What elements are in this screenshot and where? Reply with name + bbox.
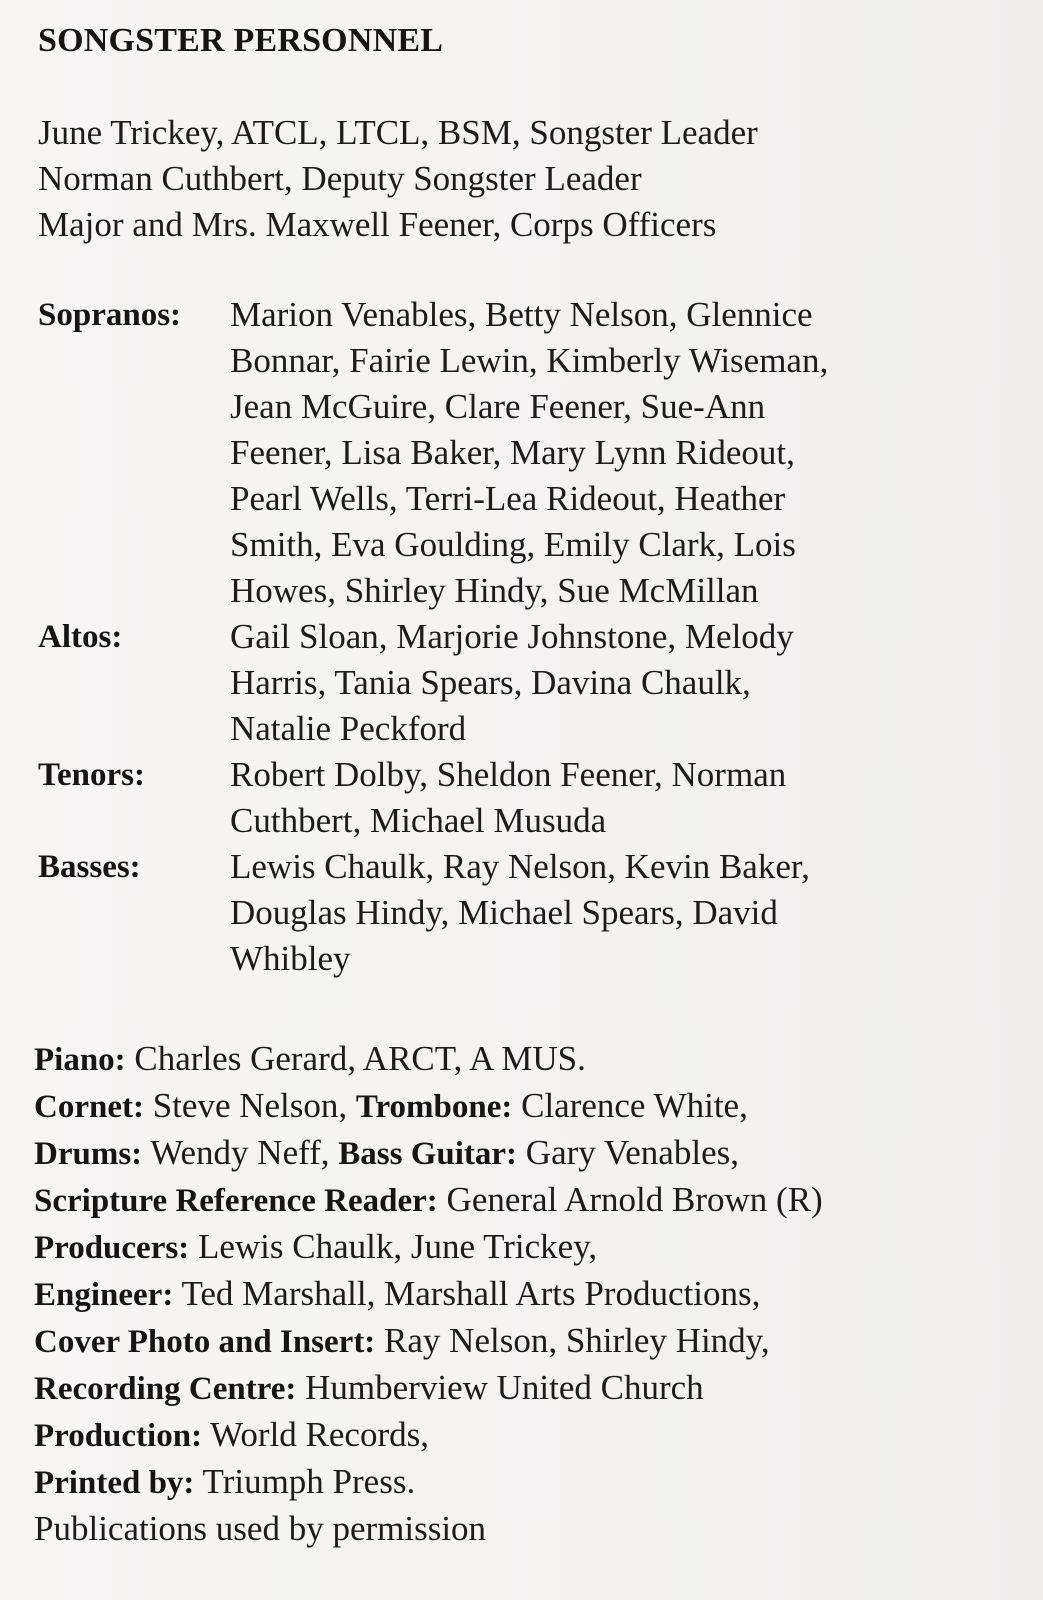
voice-sections [38,292,1023,982]
credit-value: Lewis Chaulk, June Trickey, [189,1227,598,1266]
section-sopranos [38,292,1023,614]
credit-value: General Arnold Brown (R) [437,1180,823,1219]
permission-note: Publications used by permission [34,1509,487,1548]
member-line: Pearl Wells, Terri-Lea Rideout, Heather [230,479,786,518]
credit-drums-bass-guitar [34,1130,1023,1177]
section-label: Tenors: [38,757,145,793]
credit-label: Piano: [34,1042,126,1078]
credit-label: Printed by: [34,1465,195,1501]
section-label: Altos: [38,619,123,655]
page-title: SONGSTER PERSONNEL [38,22,444,59]
credit-value: Humberview United Church [296,1368,704,1407]
member-line: Whibley [230,939,351,978]
credit-label: Cornet: [34,1089,144,1125]
credit-value: Wendy Neff, [142,1133,339,1172]
section-label: Sopranos: [38,297,182,333]
member-line: Douglas Hindy, Michael Spears, David [230,893,778,932]
credits-block [34,1036,1023,1552]
credit-engineer [34,1271,1023,1318]
credit-label: Production: [34,1418,203,1454]
credit-piano [34,1036,1023,1083]
member-line: Howes, Shirley Hindy, Sue McMillan [230,571,759,610]
credit-production [34,1412,1023,1459]
section-tenors [38,752,1023,844]
credit-label: Producers: [34,1230,190,1266]
credit-recording-centre [34,1365,1023,1412]
leader-line: June Trickey, ATCL, LTCL, BSM, Songster Leader [38,113,758,152]
section-members [230,614,1023,752]
credit-label: Bass Guitar: [338,1136,518,1172]
credit-label: Recording Centre: [34,1371,297,1407]
section-members [230,752,1023,844]
member-line: Gail Sloan, Marjorie Johnstone, Melody [230,617,794,656]
credit-printed-by [34,1459,1023,1506]
section-members [230,292,1023,614]
member-line: Smith, Eva Goulding, Emily Clark, Lois [230,525,796,564]
member-line: Robert Dolby, Sheldon Feener, Norman [230,755,787,794]
credit-value: Triumph Press. [194,1462,416,1501]
member-line: Jean McGuire, Clare Feener, Sue-Ann [230,387,766,426]
credit-label: Scripture Reference Reader: [34,1183,438,1219]
credit-value: Gary Venables, [517,1133,739,1172]
member-line: Bonnar, Fairie Lewin, Kimberly Wiseman, [230,341,829,380]
credit-value: Ray Nelson, Shirley Hindy, [375,1321,770,1360]
member-line: Cuthbert, Michael Musuda [230,801,607,840]
member-line: Natalie Peckford [230,709,467,748]
credit-label: Drums: [34,1136,143,1172]
credit-scripture-reader [34,1177,1023,1224]
member-line: Lewis Chaulk, Ray Nelson, Kevin Baker, [230,847,810,886]
credit-cornet-trombone [34,1083,1023,1130]
credit-producers [34,1224,1023,1271]
leaders-block [38,110,1023,248]
credit-value: Ted Marshall, Marshall Arts Productions, [173,1274,761,1313]
credit-label: Cover Photo and Insert: [34,1324,376,1360]
credit-value: Clarence White, [512,1086,748,1125]
leader-line: Norman Cuthbert, Deputy Songster Leader [38,159,642,198]
member-line: Feener, Lisa Baker, Mary Lynn Rideout, [230,433,795,472]
section-basses [38,844,1023,982]
credit-label: Trombone: [355,1089,513,1125]
section-members [230,844,1023,982]
section-label: Basses: [38,849,141,885]
credit-value: Steve Nelson, [143,1086,356,1125]
member-line: Harris, Tania Spears, Davina Chaulk, [230,663,751,702]
member-line: Marion Venables, Betty Nelson, Glennice [230,295,813,334]
leader-line: Major and Mrs. Maxwell Feener, Corps Officers [38,205,717,244]
credit-value: Charles Gerard, ARCT, A MUS. [125,1039,586,1078]
section-altos [38,614,1023,752]
credit-value: World Records, [202,1415,429,1454]
credit-cover-photo [34,1318,1023,1365]
credit-label: Engineer: [34,1277,174,1313]
